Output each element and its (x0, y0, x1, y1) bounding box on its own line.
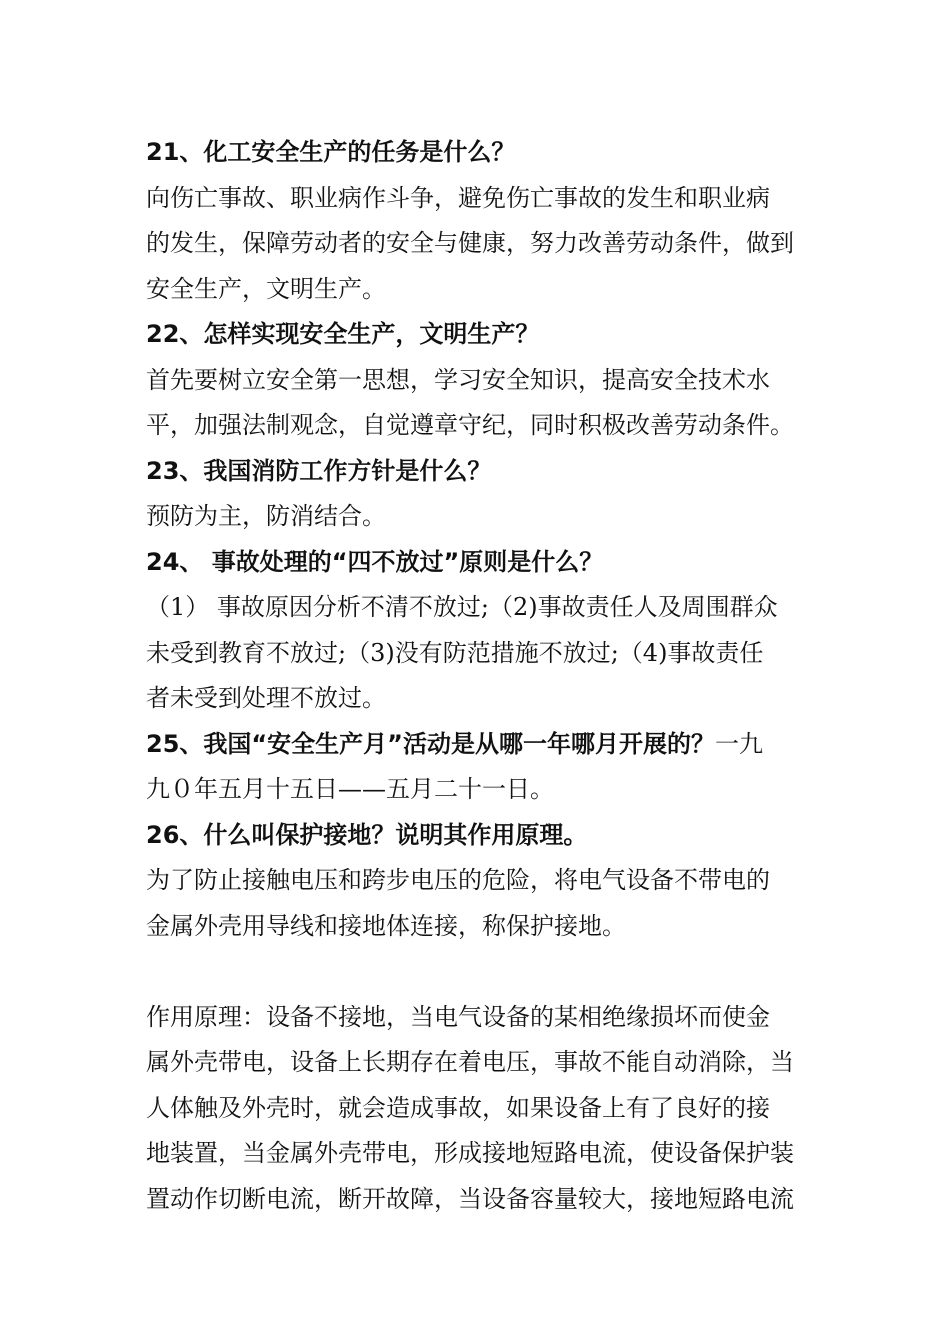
question-22: 22、怎样实现安全生产，文明生产？ (146, 320, 540, 348)
question-26: 26、什么叫保护接地？说明其作用原理。 (146, 820, 588, 849)
answer-22-line-2: 平，加强法制观念，自觉遵章守纪，同时积极改善劳动条件。 (146, 411, 794, 439)
principle-26-line-1: 作用原理：设备不接地，当电气设备的某相绝缘损坏而使金 (146, 1002, 770, 1031)
answer-21-line-1: 向伤亡事故、职业病作斗争，避免伤亡事故的发生和职业病 (146, 183, 770, 212)
answer-22-line-1: 首先要树立安全第一思想，学习安全知识，提高安全技术水 (146, 365, 770, 394)
question-25: 25、我国“安全生产月”活动是从哪一年哪月开展的？ (146, 729, 715, 758)
answer-26-line-2: 金属外壳用导线和接地体连接，称保护接地。 (146, 911, 626, 940)
answer-24-line-1: （1） 事故原因分析不清不放过;（2)事故责任人及周围群众 (146, 593, 778, 621)
document-page (146, 130, 808, 1222)
answer-21-line-3: 安全生产，文明生产。 (146, 274, 386, 303)
question-24: 24、 事故处理的“四不放过”原则是什么？ (146, 547, 604, 576)
question-25-line (146, 722, 808, 768)
paragraph-gap (146, 949, 808, 995)
principle-26-line-3: 人体触及外壳时，就会造成事故，如果设备上有了良好的接 (146, 1093, 770, 1122)
principle-26-line-5: 置动作切断电流，断开故障，当设备容量较大，接地短路电流 (146, 1184, 794, 1213)
question-21: 21、化工安全生产的任务是什么？ (146, 138, 516, 166)
principle-26-line-2: 属外壳带电，设备上长期存在着电压，事故不能自动消除，当 (146, 1048, 794, 1076)
answer-24-line-2: 未受到教育不放过;（3)没有防范措施不放过;（4)事故责任 (146, 638, 764, 667)
principle-26-line-4: 地装置，当金属外壳带电，形成接地短路电流，使设备保护装 (146, 1139, 794, 1167)
answer-21-line-2: 的发生，保障劳动者的安全与健康，努力改善劳动条件，做到 (146, 229, 794, 257)
answer-24-line-3: 者未受到处理不放过。 (146, 684, 386, 712)
question-23: 23、我国消防工作方针是什么？ (146, 456, 492, 485)
answer-23-line-1: 预防为主，防消结合。 (146, 502, 386, 530)
answer-25-line-1: 九０年五月十五日——五月二十一日。 (146, 775, 554, 803)
answer-25-inline: 一九 (714, 729, 763, 758)
answer-26-line-1: 为了防止接触电压和跨步电压的危险，将电气设备不带电的 (146, 866, 770, 894)
